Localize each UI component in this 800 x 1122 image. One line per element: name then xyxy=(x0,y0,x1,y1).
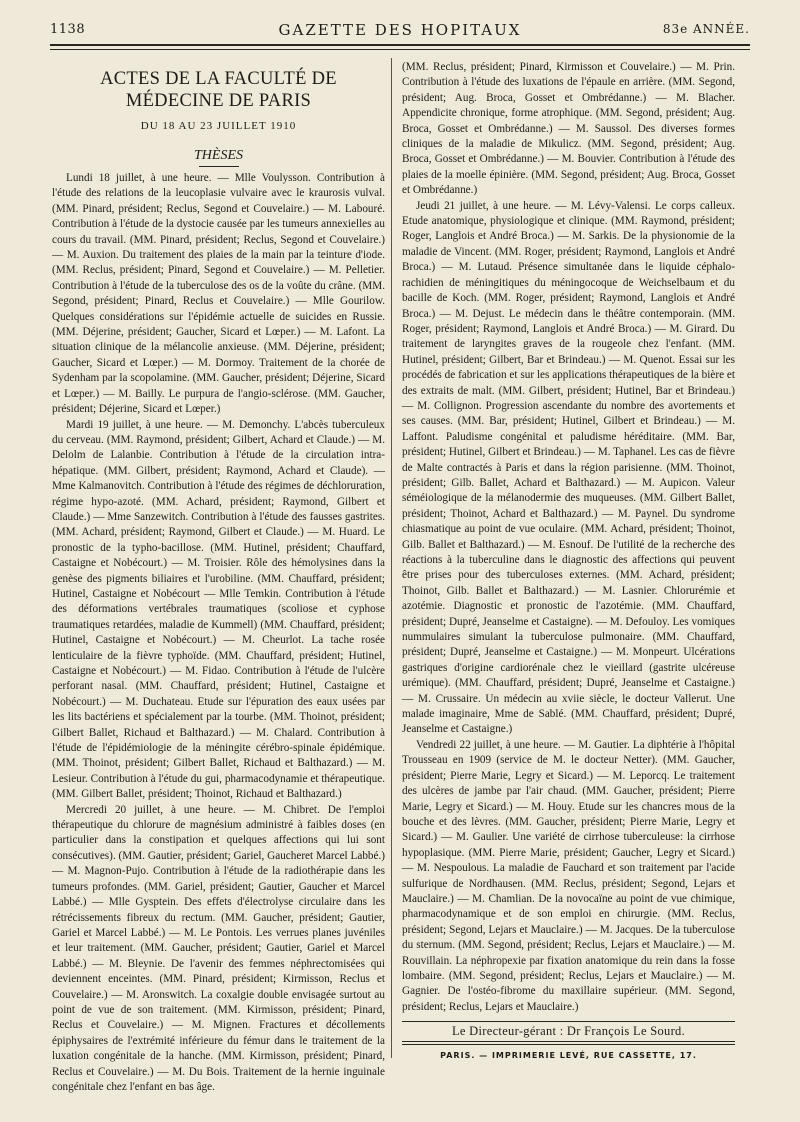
column-divider xyxy=(391,58,392,1058)
section-heading: THÈSES xyxy=(194,148,243,163)
paragraph: Jeudi 21 juillet, à une heure. — M. Lévy-Valensi. Le corps calleux. Etude anatomique, physiologique et clinique. (MM. Raymond, président; Roger, Langlois et André Broca.) — M. Sarkis. De la physionomie de la maladie de Vincent. (MM. Roger, président; Raymond, Langlois et André Broca.) — M. Lutaud. Présence simultanée dans le liquide céphalo-rachidien de méningitiques du méningocoque de Weichselbaum et du bacille de Koch. (MM. Roger, président; Raymond, Langlois et André Broca.) — M. Dejust. Le médecin dans le théâtre contemporain. (MM. Roger, président; Raymond, Langlois et André Broca.) — M. Girard. Du traitement de laryngites graves de la rougeole chez l'enfant. (MM. Hutinel, président; Gilbert, Bar et Brindeau.) — M. Quenot. Essai sur les procédés de fabrication et sur les applications thérapeutiques de la bière et des extraits de malt. (MM. Gilbert, président; Hutinel, Bar et Brindeau.) — M. Collignon. Progression ascendante du nombre des avortements et ses causes. (MM. Bar, président; Hutinel, Gilbert et Brindeau.) — M. Laffont. Paludisme congénital et paludisme héréditaire. (MM. Bar, président; Hutinel, Gilbert et Brindeau.) — M. Taphanel. Les cas de fièvre de Malte contractés à Paris et dans la région parisienne. (MM. Thoinot, président; Gilb. Ballet, Achard et Balthazard.) — M. Aupicon. Valeur séméiologique de la mélanodermie des muqueuses. (MM. Gilbert Ballet, président; Thoinot, Achard et Balthazard.) — M. Paynel. Du syndrome chiasmatique au point de vue oculaire. (MM. Achard, président; Thoinot, Gilb. Ballet et Balthazard.) — M. Esnouf. De l'utilité de la recherche des réactions à la tuberculine dans le diagnostic des affections qui peuvent être prises pour des tuberculoses externes. (MM. Achard, président; Thoinot, Gilb. Ballet et Balthazard.) — M. Lasnier. Chlorurémie et azotémie. Diagnostic et pronostic de l'azotémie. (MM. Chauffard, président; Dupré, Jeanselme et Castaigne). — M. Defouloy. Les vomiques nummulaires simulant la tuberculose pulmonaire. (MM. Chauffard, président; Dupré, Jeanselme et Castaigne.) — M. Monpeurt. Ulcérations gastriques d'origine cardiorénale chez le vieillard (gastrite ulcéreuse urémique). (MM. Chauffard, président; Dupré, Jeanselme et Castaigne.) — M. Crussaire. Un médecin au xviie siècle, le docteur Vallerut. Une malade imaginaire, Mme de Sablé. (MM. Chauffard, président; Dupré, Jeanselme et Castaigne.) xyxy=(402,199,735,736)
printer-line: PARIS. — IMPRIMERIE LEVÉ, RUE CASSETTE, 17. xyxy=(440,1051,697,1061)
paragraph: Vendredi 22 juillet, à une heure. — M. Gautier. La diphtérie à l'hôpital Trousseau en 1909 (service de M. le docteur Netter). (MM. Gaucher, président; Pierre Marie, Legry et Sicard.) — M. Leporcq. Le traitement des ulcères de jambe par l'air chaud. (MM. Gaucher, président; Pierre Marie, Legry et Sicard.) — M. Houy. Etude sur les chancres mous de la bouche et des lèvres. (MM. Gaucher, président; Pierre Marie, Legry et Sicard.) — M. Gaulier. Une variété de cirrhose tuberculeuse: la cirrhose hypoplasique. (MM. Pierre Marie, président; Gaucher, Legry et Sicard.) — M. Nespoulous. La maladie de Fauchard et son traitement par l'acide sulfurique de Nordhausen. (MM. Reclus, président; Segond, Lejars et Mauclaire.) — M. Chamlian. De la novocaïne au point de vue chimique, pharmacodynamique et de son emploi en chirurgie. (MM. Reclus, président; Segond, Lejars et Mauclaire.) — M. Jacques. De la tuberculose du sternum. (MM. Segond, président; Reclus, Lejars et Mauclaire.) — M. Rouvillain. La néphropexie par fixation anatomique du rein dans la fosse lombaire. (MM. Segond, président; Reclus, Lejars et Mauclaire.) — M. Gagnier. De l'ostéo-fibrome du maxillaire supérieur. (MM. Segond, président; Reclus, Lejars et Mauclaire.) xyxy=(402,738,735,1013)
page-number: 1138 xyxy=(50,22,86,37)
page-header xyxy=(50,22,750,42)
paragraph: Lundi 18 juillet, à une heure. — Mlle Voulysson. Contribution à l'étude des relations de la leucoplasie vulvaire avec le kraurosis vulval. (MM. Pinard, président; Reclus, Segond et Couvelaire.) — M. Labouré. Contribution à l'étude de la dystocie causée par les tumeurs annexielles au cours du travail. (MM. Pinard, président; Reclus, Segond et Couvelaire.) — M. Auxion. Du traitement des plaies de la main par la teinture d'iode. (MM. Reclus, président; Pinard, Segond et Couvelaire.) — M. Pelletier. Contribution à l'étude de la tuberculose des os de la voûte du crâne. (MM. Segond, président; Pinard, Reclus et Couvelaire.) — Mlle Gourilow. Quelques considérations sur l'épidémie actuelle de suicides en Russie. (MM. Déjerine, président; Gaucher, Sicard et Lœper.) — M. Lafont. La situation clinique de la mélancolie anxieuse. (MM. Déjerine, président; Gaucher, Sicard et Lœper.) — M. Dormoy. Traitement de la chorée de Sydenham par la scopolamine. (MM. Gaucher, président; Déjerine, Sicard et Lœper.) — M. Bailly. Le purpura de l'angio-sclérose. (MM. Gaucher, président; Déjerine, Sicard et Lœper.) xyxy=(52,172,385,416)
article-dates: DU 18 AU 23 JUILLET 1910 xyxy=(140,120,297,132)
paragraph: Mardi 19 juillet, à une heure. — M. Demonchy. L'abcès tuberculeux du cerveau. (MM. Raymond, président; Gilbert, Achard et Claude.) — M. Delolm de Lalanbie. Contribution à l'étude de la circulation intra-hépatique. (MM. Gilbert, président; Raymond, Achard et Claude). — Mme Kalmanovitch. Contribution à l'étude des régimes de déchloruration, régime hypo-azoté. (MM. Achard, président; Raymond, Gilbert et Claude.) — Mme Sanzewitch. Contribution à l'étude des fausses gastrites. (MM. Achard, président; Raymond, Gilbert et Claude.) — M. Huard. Le pronostic de la typho-bacillose. (MM. Hutinel, président; Chauffard, Castaigne et Nobécourt.) — M. Troisier. Rôle des hémolysines dans la genèse des pigments biliaires et l'urobiline. (MM. Chauffard, président; Hutinel, Castaigne et Nobécourt — Mlle Temkin. Contribution à l'étude des déformations vertébrales traumatiques (scoliose et cyphose traumatiques retardées, maladie de Kummell) (MM. Chauffard, président; Hutinel, Castaigne et Nobécourt.) — M. Cheurlot. La tache rosée lenticulaire de la fièvre typhoïde. (MM. Chauffard, président; Hutinel, Castaigne et Nobécourt.) — M. Fidao. Contribution à l'étude de l'ulcère perforant nasal. (MM. Chauffard, président; Hutinel, Castaigne et Nobécourt.) — M. Duchateau. Etude sur l'épuration des eaux usées par les lits bactériens et spécialement par la tourbe. (MM. Thoinot, président; Gilbert Ballet, Richaud et Balthazard.) — M. Chalard. Contribution à l'étude de l'épidémiologie de la méningite cérébro-spinale épidémique. (MM. Thoinot, président; Gilbert Ballet, Richaud et Balthazard.) — M. Lesieur. Contribution à l'étude du gui, pharmacodynamie et thérapeutique. (MM. Gilbert Ballet, président; Thoinot, Richaud et Balthazard.) xyxy=(52,418,385,801)
paragraph: Mercredi 20 juillet, à une heure. — M. Chibret. De l'emploi thérapeutique du chlorure de magnésium administré à faibles doses (en particulier dans la constipation et quelques affections qui lui sont consécutives). (MM. Gautier, président; Gariel, Gaucheret Marcel Labbé.) — M. Magnon-Pujo. Contribution à l'étude de la radiothérapie dans les tumeurs profondes. (MM. Gariel, président; Gautier, Gaucher et Marcel Labbé.) — Mlle Gysptein. Des effets d'électrolyse circulaire dans les rétrécissements fibreux du rectum. (MM. Gaucher, président; Gautier, Gariel et Marcel Labbé.) — M. Le Pontois. Les verrues planes juvéniles et leur traitement. (MM. Gaucher, président; Gautier, Gariel et Marcel Labbé.) — M. Bleynie. De l'avenir des femmes néphrectomisées qui deviennent enceintes. (MM. Pinard, président; Kirmisson, Reclus et Couvelaire.) — M. Aronswitch. La coxalgie double envisagée surtout au point de vue de son traitement. (MM. Kirmisson, président; Pinard, Reclus et Couvelaire.) — M. Mignen. Fractures et décollements épiphysaires de l'extrémité inférieure du fémur dans le traitement de la luxation congénitale de la hanche. (MM. Kirmisson, président; Pinard, Reclus et Couvelaire.) — M. Du Bois. Traitement de la hernie inguinale congénitale chez l'enfant en bas âge. xyxy=(52,803,385,1093)
director-line: Le Directeur-gérant : Dr François Le Sourd. xyxy=(451,1024,686,1039)
header-rule-thin xyxy=(50,49,750,50)
right-column xyxy=(402,60,735,1060)
paragraph: (MM. Reclus, président; Pinard, Kirmisson et Couvelaire.) — M. Prin. Contribution à l'étude des luxations de l'épaule en arrière. (MM. Segond, président; Aug. Broca, Gosset et Ombrédanne.) — M. Blacher. Appendicite chronique, forme atrophique. (MM. Segond, président; Aug. Broca, Gosset et Ombrédanne.) — M. Saussol. Des diverses formes cliniques de la maladie de Mikulicz. (MM. Segond, président; Aug. Broca, Gosset et Ombrédanne.) — M. Bouvier. Contribution à l'étude des plaies de la moelle épinière. (MM. Segond, président; Aug. Broca, Gosset et Ombrédanne.) xyxy=(402,61,735,197)
header-rule xyxy=(50,44,750,46)
director-block xyxy=(402,1021,735,1060)
section-rule xyxy=(199,166,239,167)
director-rule-thin xyxy=(402,1044,735,1045)
article-title: ACTES DE LA FACULTÉ DE MÉDECINE DE PARIS xyxy=(100,69,337,111)
director-rule xyxy=(402,1041,735,1042)
volume-label: 83e ANNÉE. xyxy=(662,22,750,36)
left-column xyxy=(52,60,385,1095)
journal-title: GAZETTE DES HOPITAUX xyxy=(278,21,522,39)
